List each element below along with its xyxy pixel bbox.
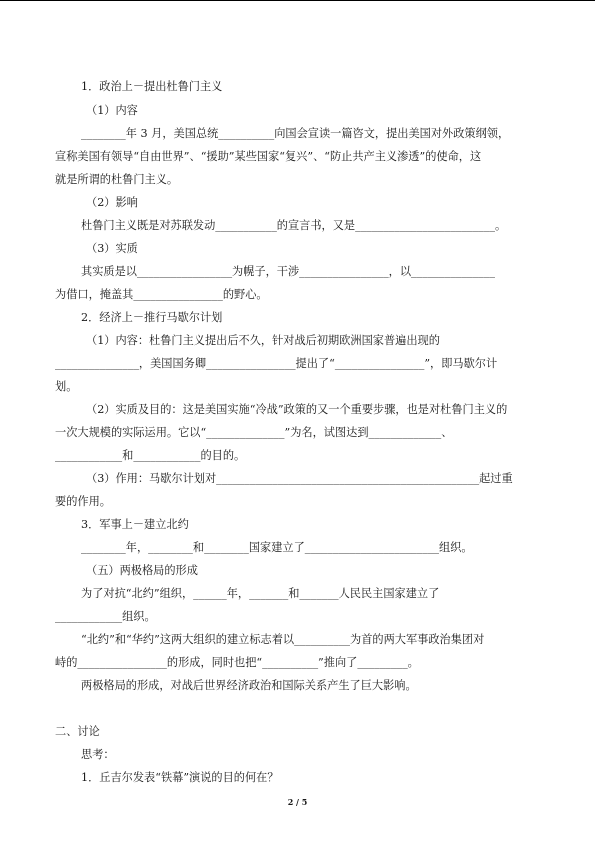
- heading-3: 3．军事上－建立北约: [81, 518, 189, 531]
- page-number: 2 / 5: [287, 797, 308, 807]
- paragraph-line: 峙的________________的形成，同时也把“__________”推向了_________。: [55, 656, 419, 669]
- paragraph-line: 为了对抗“北约”组织，______年，_______和_______人民民主国家建立了: [81, 587, 440, 600]
- paragraph-line: 为借口，掩盖其________________的野心。: [55, 288, 268, 301]
- paragraph-line: （3）作用：马歇尔计划对_______________________________________________起过重: [86, 472, 513, 485]
- section-heading-discussion: 二、讨论: [55, 725, 100, 738]
- header-rule: [0, 0, 595, 1]
- paragraph-line: 就是所谓的杜鲁门主义。: [55, 173, 179, 186]
- paragraph-line: （2）实质及目的：这是美国实施“冷战”政策的又一个重要步骤，也是对杜鲁门主义的: [86, 403, 508, 416]
- section-heading: （五）两极格局的形成: [86, 564, 198, 577]
- subheading: （2）影响: [86, 196, 138, 209]
- subheading: （1）内容: [86, 104, 138, 117]
- paragraph-line: 要的作用。: [55, 495, 111, 508]
- paragraph-line: 划。: [55, 380, 78, 393]
- subheading: （3）实质: [86, 242, 138, 255]
- paragraph-line: 其实质是以_________________为幌子，干涉________________，以_______________: [81, 265, 495, 278]
- paragraph-line: ____________组织。: [55, 610, 156, 623]
- paragraph-line: ____________和____________的目的。: [55, 449, 246, 462]
- heading-2: 2．经济上－推行马歇尔计划: [81, 311, 223, 324]
- question: 1．丘吉尔发表“铁幕”演说的目的何在？: [81, 771, 279, 784]
- prompt-label: 思考：: [81, 748, 115, 761]
- heading-1: 1．政治上－提出杜鲁门主义: [81, 80, 223, 93]
- paragraph-line: 宣称美国有领导“自由世界”、“援助”某些国家“复兴”、“防止共产主义渗透”的使命，这: [55, 150, 482, 163]
- paragraph-line: ________年 3 月，美国总统__________向国会宣读一篇咨文，提出美国对外政策纲领，: [81, 127, 510, 140]
- paragraph-line: 两极格局的形成，对战后世界经济政治和国际关系产生了巨大影响。: [81, 679, 417, 692]
- paragraph-line: 杜鲁门主义既是对苏联发动___________的宣言书，又是_________________________。: [81, 219, 507, 232]
- paragraph-line: _______________，美国国务卿________________提出了“________________”，即马歇尔计: [55, 357, 498, 370]
- paragraph-line: 一次大规模的实际运用。它以“______________”为名，试图达到_____________、: [55, 426, 453, 439]
- paragraph-line: “北约”和“华约”这两大组织的建立标志着以__________为首的两大军事政治集团对: [81, 633, 485, 646]
- paragraph-line: （1）内容：杜鲁门主义提出后不久，针对战后初期欧洲国家普遍出现的: [86, 334, 440, 347]
- paragraph-line: ________年，________和________国家建立了________________________组织。: [81, 541, 473, 554]
